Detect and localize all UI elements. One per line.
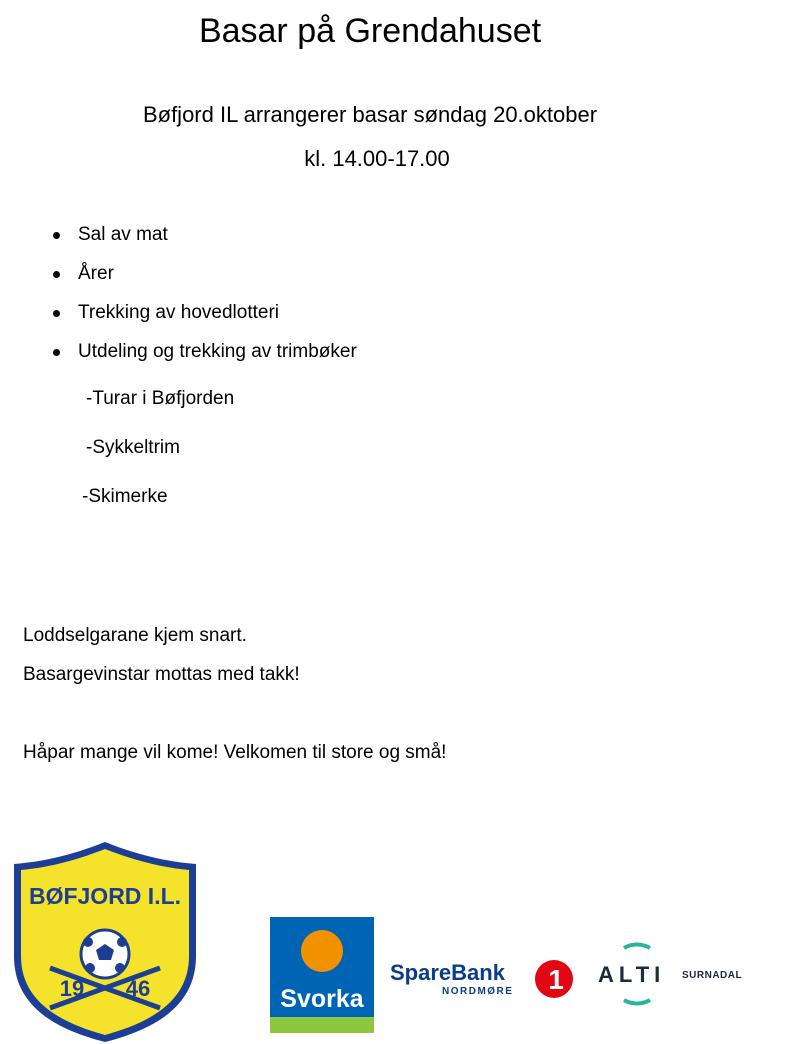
list-item: Sal av mat — [52, 222, 357, 261]
sun-icon — [301, 930, 343, 972]
alti-sub: SURNADAL — [682, 970, 743, 981]
sub-item: -Skimerke — [82, 486, 168, 507]
bofjord-logo — [10, 838, 200, 1044]
alti-logo — [598, 940, 750, 1008]
activity-list — [52, 222, 357, 378]
list-item: Trekking av hovedlotteri — [52, 300, 357, 339]
alti-arc-bottom — [624, 1000, 650, 1003]
intro-text: Bøfjord IL arrangerer basar søndag 20.oktober — [142, 102, 598, 127]
logo-year-right: 46 — [125, 976, 151, 1001]
alti-name: ALTI — [598, 962, 666, 987]
svorka-name: Svorka — [280, 985, 364, 1013]
paragraph-welcome: Håpar mange vil kome! Velkomen til store og små! — [23, 742, 447, 763]
logo-name: BØFJORD I.L. — [28, 883, 182, 909]
sparebank-name: SpareBank — [390, 960, 505, 985]
logo-year-left: 19 — [59, 976, 85, 1001]
sparebank-number: 1 — [548, 964, 564, 995]
time-text: kl. 14.00-17.00 — [304, 146, 450, 171]
svorka-logo — [270, 917, 374, 1033]
paragraph-prizes: Basargevinstar mottas med takk! — [23, 664, 300, 685]
sub-item: -Sykkeltrim — [86, 437, 180, 458]
bullet-icon — [53, 349, 60, 356]
alti-arc-top — [624, 945, 650, 948]
list-item: Utdeling og trekking av trimbøker — [52, 339, 357, 378]
sparebank-logo — [390, 958, 580, 1000]
bullet-icon — [53, 271, 60, 278]
paragraph-sellers: Loddselgarane kjem snart. — [23, 625, 247, 646]
page-title: Basar på Grendahuset — [198, 12, 542, 50]
bullet-icon — [53, 310, 60, 317]
sparebank-region: NORDMØRE — [442, 986, 514, 997]
list-item: Årer — [52, 261, 357, 300]
sub-item: -Turar i Bøfjorden — [86, 388, 235, 409]
bullet-icon — [53, 232, 60, 239]
